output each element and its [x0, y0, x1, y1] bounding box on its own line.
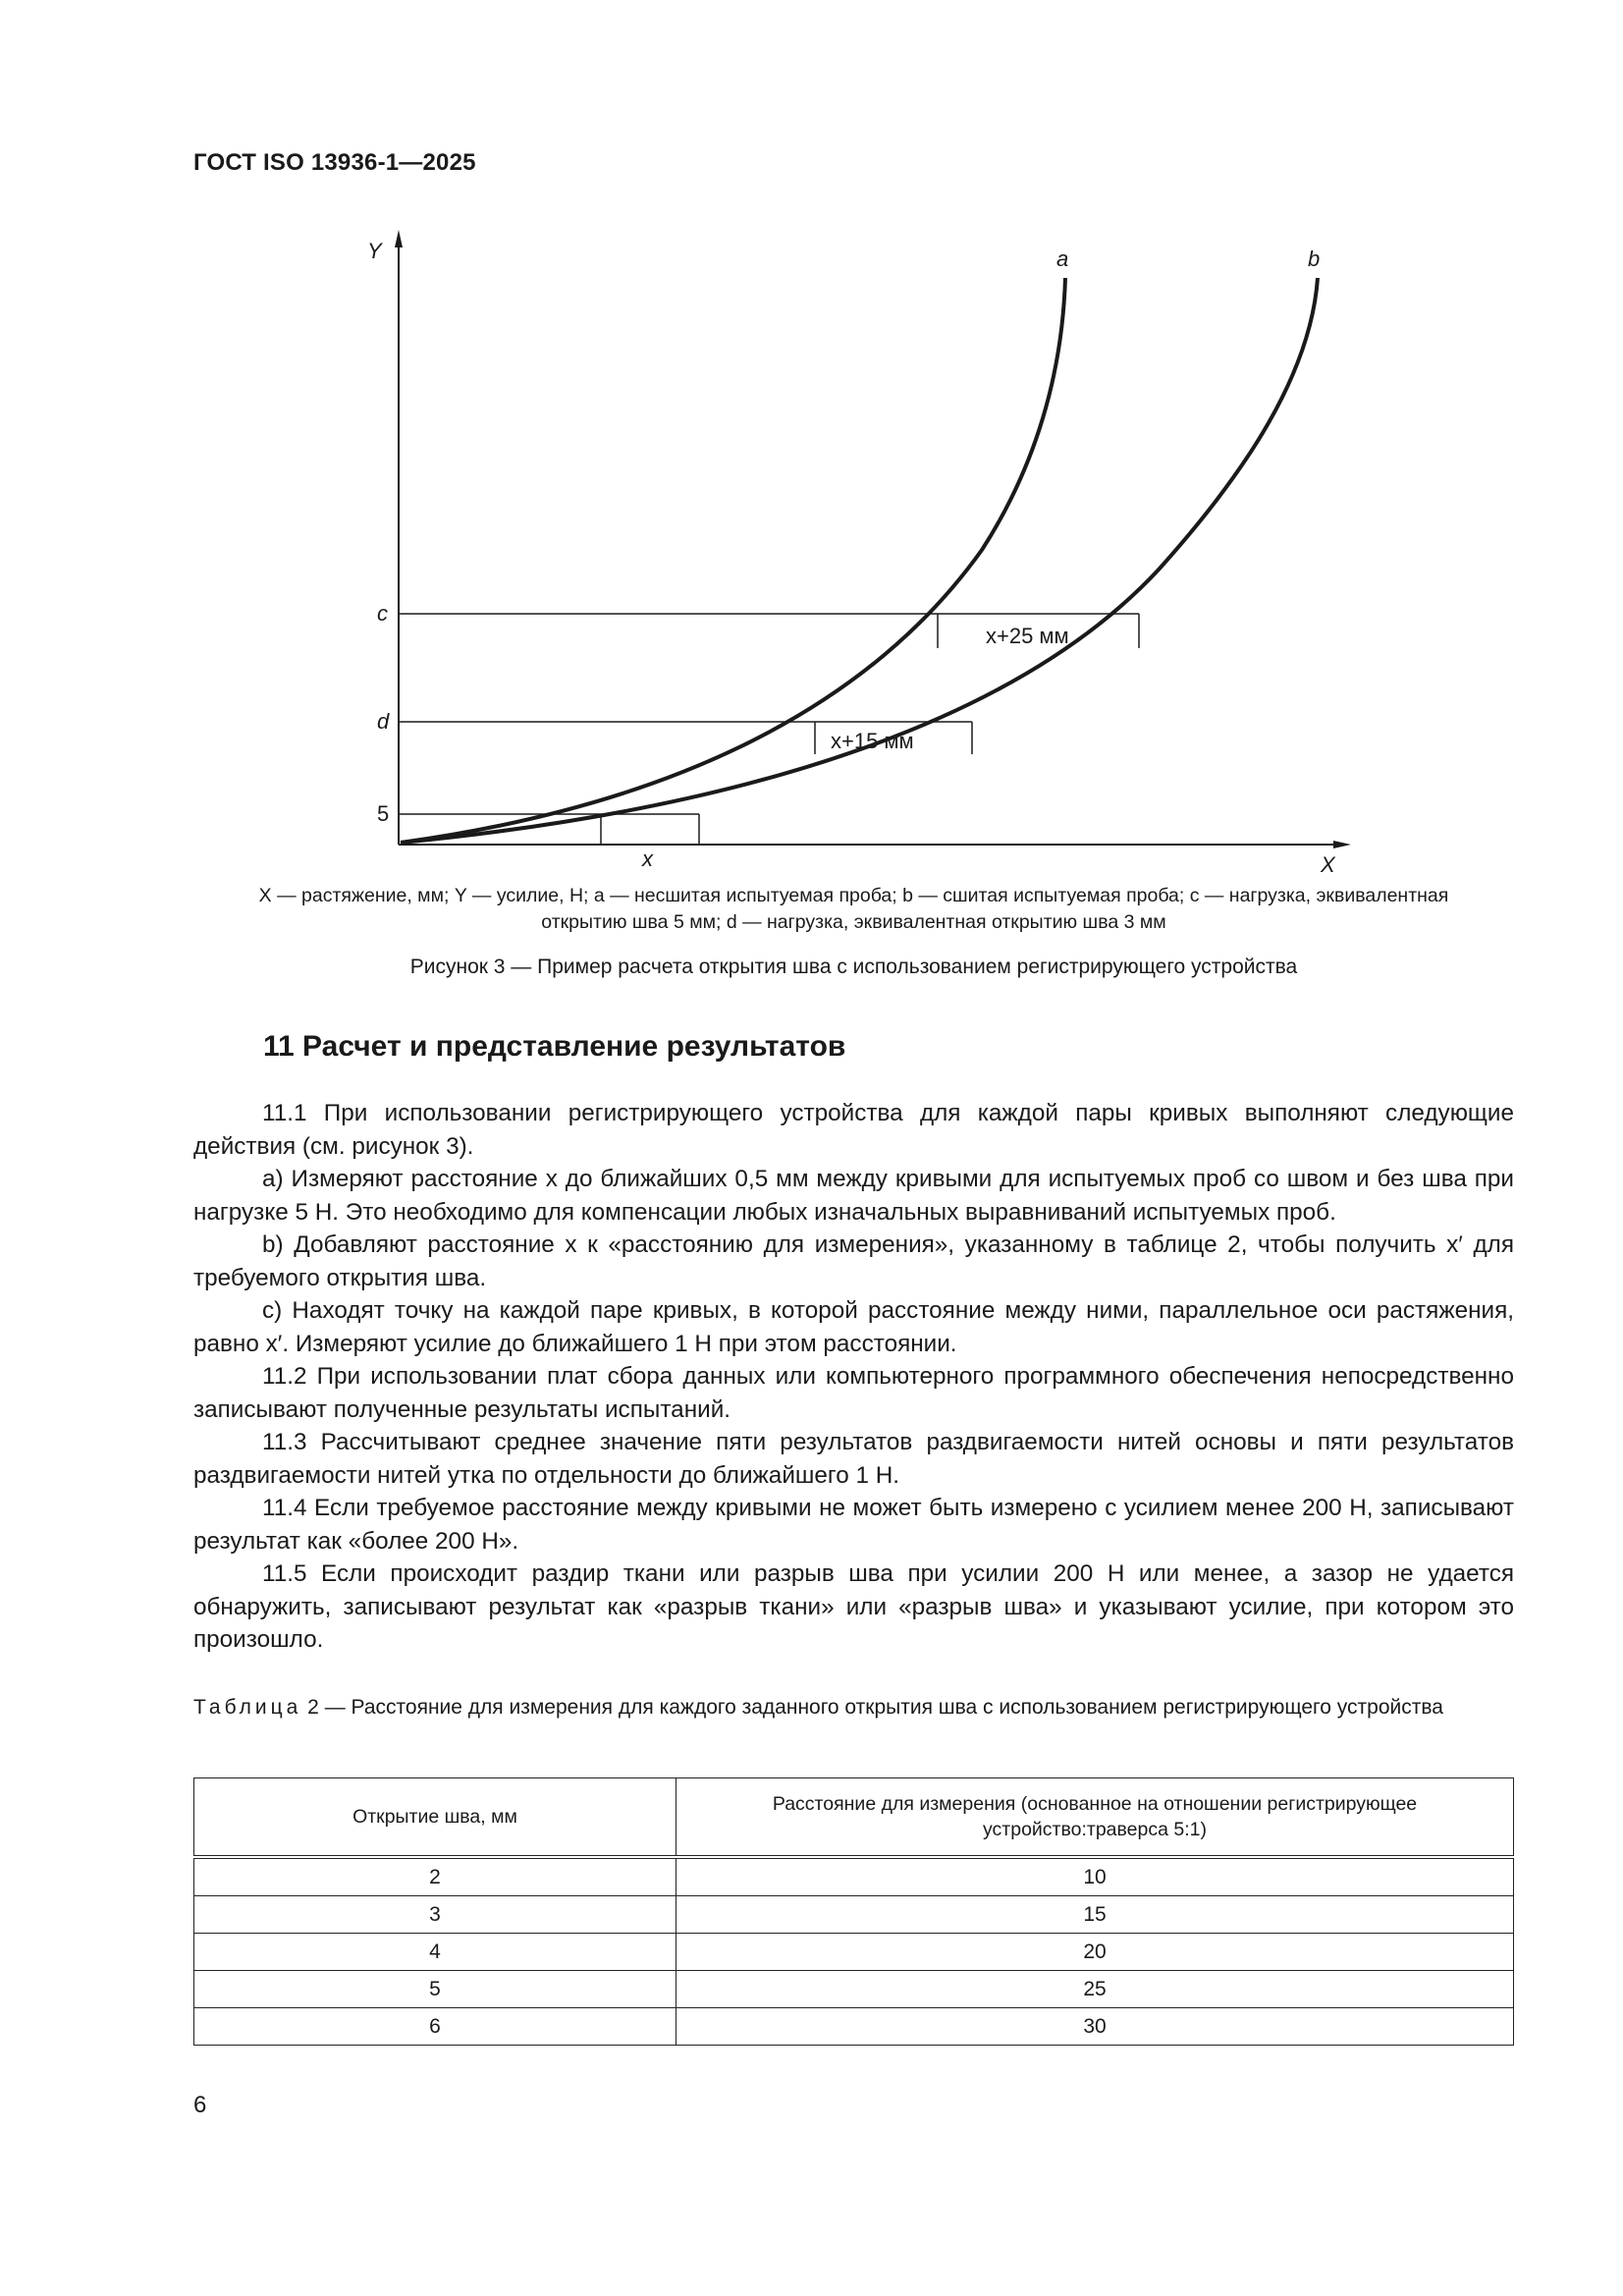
table-cell: 2 [194, 1857, 676, 1896]
table-caption-prefix: Таблица [193, 1696, 302, 1719]
measurement-table [193, 1777, 1514, 2046]
y-axis-arrow [395, 230, 403, 247]
x-axis-arrow [1333, 841, 1351, 848]
figure-3-diagram [0, 0, 1623, 884]
table-cell: 25 [676, 1971, 1514, 2008]
dim-x25-label: x+25 мм [986, 624, 1069, 648]
table-header-row [194, 1778, 1514, 1858]
table-cell: 20 [676, 1934, 1514, 1971]
section-body [193, 1097, 1514, 1657]
paragraph-11-2: 11.2 При использовании плат сбора данных или компьютерного программного обеспечения непосредственно записывают полученные результаты испытаний. [193, 1363, 1514, 1423]
table-header-distance: Расстояние для измерения (основанное на отношении регистрирующее устройство:траверса 5:1) [676, 1778, 1514, 1858]
table-row [194, 2008, 1514, 2046]
table-caption-text: 2 — Расстояние для измерения для каждого заданного открытия шва с использованием регистрирующего устройства [301, 1696, 1443, 1719]
table-row [194, 1934, 1514, 1971]
table-cell: 15 [676, 1896, 1514, 1934]
table-caption [193, 1694, 1514, 1722]
dim-x-label: x [642, 847, 653, 871]
y-axis-label: Y [367, 239, 382, 263]
paragraph-11-1-c: c) Находят точку на каждой паре кривых, в которой расстояние между ними, параллельное оси растяжения, равно x′. Измеряют усилие до ближайшего 1 Н при этом расстоянии. [193, 1297, 1514, 1357]
table-cell: 5 [194, 1971, 676, 2008]
curve-a-label: a [1056, 246, 1069, 271]
section-title: 11 Расчет и представление результатов [263, 1030, 846, 1063]
x-axis-label: X [1321, 852, 1335, 877]
table-cell: 3 [194, 1896, 676, 1934]
table-header-seam-opening: Открытие шва, мм [194, 1778, 676, 1858]
paragraph-11-1: 11.1 При использовании регистрирующего устройства для каждой пары кривых выполняют следующие действия (см. рисунок 3). [193, 1100, 1514, 1160]
table-cell: 10 [676, 1857, 1514, 1896]
paragraph-11-1-b: b) Добавляют расстояние x к «расстоянию для измерения», указанному в таблице 2, чтобы получить x′ для требуемого открытия шва. [193, 1231, 1514, 1291]
document-header: ГОСТ ISO 13936-1—2025 [193, 149, 476, 176]
figure-legend [193, 883, 1514, 936]
table-cell: 30 [676, 2008, 1514, 2046]
paragraph-11-4: 11.4 Если требуемое расстояние между кривыми не может быть измерено с усилием менее 200 Н, записывают результат как «более 200 Н». [193, 1495, 1514, 1555]
table-row [194, 1896, 1514, 1934]
paragraph-11-3: 11.3 Рассчитывают среднее значение пяти результатов раздвигаемости нитей основы и пяти результатов раздвигаемости нитей утка по отдельности до ближайшего 1 Н. [193, 1429, 1514, 1489]
legend-line-1: X — растяжение, мм; Y — усилие, Н; a — несшитая испытуемая проба; b — сшитая испытуемая проба; c — нагрузка, эквивалентная [258, 885, 1449, 906]
figure-caption: Рисунок 3 — Пример расчета открытия шва с использованием регистрирующего устройства [409, 956, 1298, 978]
curve-b-label: b [1308, 246, 1321, 271]
table-row [194, 1971, 1514, 2008]
dim-x15-label: x+15 мм [831, 729, 914, 753]
page-number: 6 [193, 2092, 207, 2118]
table-row [194, 1857, 1514, 1896]
legend-line-2: открытию шва 5 мм; d — нагрузка, эквивалентная открытию шва 3 мм [541, 911, 1166, 933]
level-5-label: 5 [377, 801, 390, 826]
level-c-label: c [377, 601, 388, 626]
paragraph-11-1-a: a) Измеряют расстояние x до ближайших 0,5 мм между кривыми для испытуемых проб со швом и без шва при нагрузке 5 Н. Это необходимо для компенсации любых изначальных выравниваний испытуемых проб. [193, 1166, 1514, 1226]
curve-a [401, 278, 1065, 843]
table-cell: 6 [194, 2008, 676, 2046]
paragraph-11-5: 11.5 Если происходит раздир ткани или разрыв шва при усилии 200 Н или менее, а зазор не удается обнаружить, записывают результат как «разрыв ткани» или «разрыв шва» и указывают усилие, при котором это произошло. [193, 1560, 1514, 1653]
curve-b [401, 278, 1318, 843]
level-d-label: d [377, 709, 390, 734]
table-cell: 4 [194, 1934, 676, 1971]
